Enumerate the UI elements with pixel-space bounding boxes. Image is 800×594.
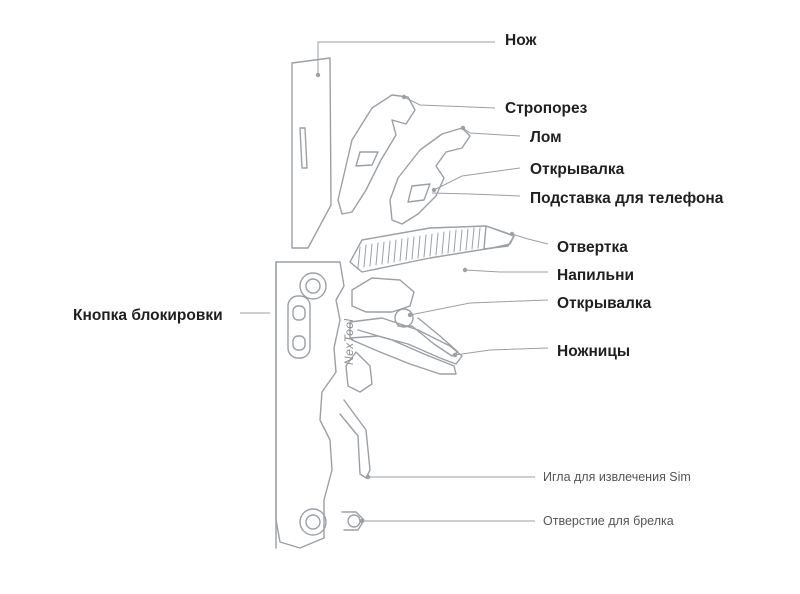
opener-small-shape: [352, 278, 458, 356]
label-keyring-hole: Отверстие для брелка: [543, 514, 674, 528]
product-brand-text: NexTool: [342, 318, 356, 365]
label-pry-bar: Лом: [530, 129, 562, 146]
pry-bar-shape: [390, 128, 470, 224]
leader-line: [455, 348, 548, 355]
label-scissors: Ножницы: [557, 343, 631, 360]
label-strap-cutter: Стропорез: [505, 100, 588, 117]
leader-line: [410, 300, 548, 315]
leader-lines: [240, 42, 548, 521]
leader-dot: [432, 188, 436, 192]
file-screwdriver-shape: [350, 226, 514, 272]
label-lock-button: Кнопка блокировки: [73, 307, 223, 324]
leader-line: [465, 270, 548, 272]
leader-dot: [461, 126, 465, 130]
handle-body-shape: [276, 262, 370, 548]
leader-dot: [402, 95, 406, 99]
label-phone-stand: Подставка для телефона: [530, 190, 724, 207]
leader-dots: [316, 73, 514, 523]
leader-dot: [360, 519, 364, 523]
label-opener-bottom: Открывалка: [557, 295, 652, 312]
leader-dot: [316, 73, 320, 77]
leader-line: [404, 97, 495, 108]
leader-dot: [408, 313, 412, 317]
label-sim-pin: Игла для извлечения Sim: [543, 470, 691, 484]
leader-dot: [463, 268, 467, 272]
leader-dot: [510, 232, 514, 236]
leader-line: [512, 234, 548, 244]
strap-cutter-shape: [338, 95, 415, 214]
scissors-shape: [346, 318, 462, 392]
leader-line: [463, 128, 520, 136]
leader-line: [432, 193, 520, 196]
leader-dot: [366, 475, 370, 479]
leader-line: [318, 42, 495, 75]
label-screwdriver: Отвертка: [557, 239, 628, 256]
leader-dot: [453, 353, 457, 357]
knife-blade-shape: [292, 58, 331, 248]
label-knife: Нож: [505, 32, 537, 49]
leader-line: [434, 168, 520, 190]
label-file: Напильни: [557, 267, 634, 284]
label-opener-top: Открывалка: [530, 161, 625, 178]
